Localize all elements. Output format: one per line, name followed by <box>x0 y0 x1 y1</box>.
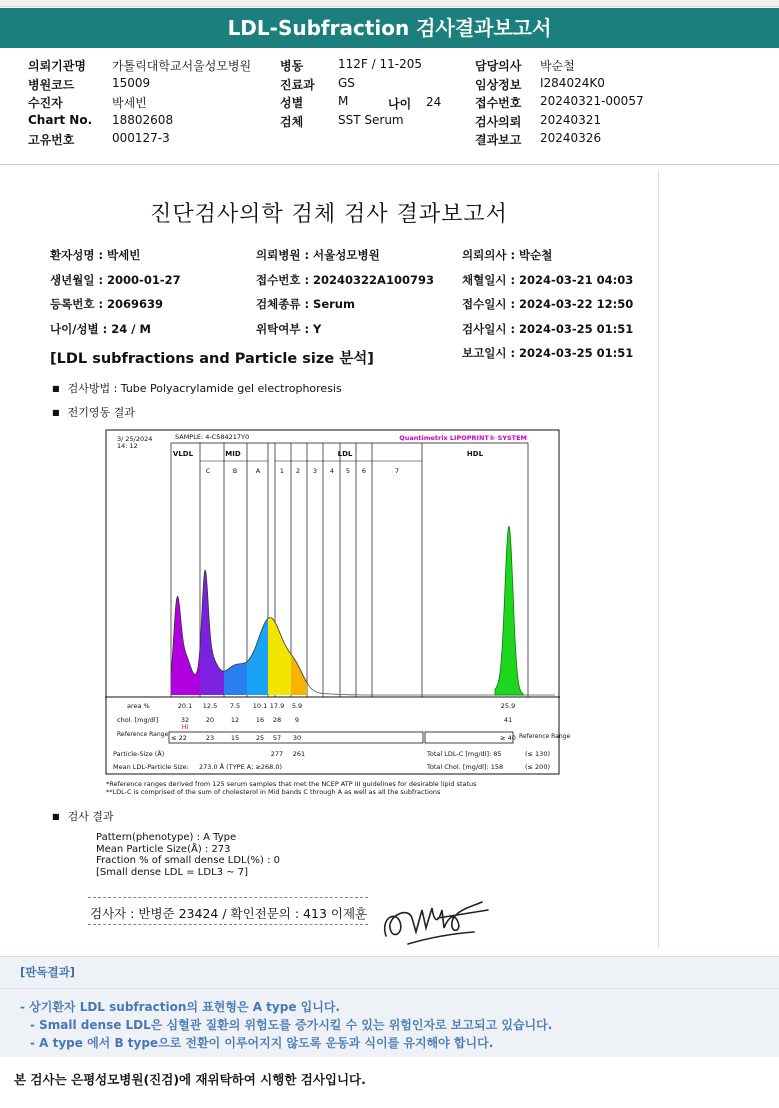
row-label-mean: Mean LDL-Particle Size: <box>113 763 189 771</box>
patient-info-item: 채혈일시 : 2024-03-21 04:03 <box>462 272 634 287</box>
chart-brand: Quantimetrix LIPOPRINT® SYSTEM <box>399 434 527 442</box>
area-value: 7.5 <box>229 702 241 710</box>
interpretation-line-1: - 상기환자 LDL subfraction의 표현형은 A type 입니다. <box>20 1000 340 1014</box>
method-text: ■ 검사방법 : Tube Polyacrylamide gel electrophoresis <box>52 380 342 396</box>
header-value: 박세빈 <box>112 96 147 110</box>
patient-info-item: 생년월일 : 2000-01-27 <box>50 272 181 287</box>
patient-info-item: 검체종류 : Serum <box>256 297 355 311</box>
header-label: 검체 <box>280 114 304 129</box>
group-label: MID <box>225 450 241 458</box>
header-value: I284024K0 <box>540 75 605 90</box>
ref-value: 23 <box>205 734 215 742</box>
chart-time: 14: 12 <box>117 442 138 450</box>
chart-sample: SAMPLE: 4-C584217Y0 <box>175 433 250 441</box>
header-value: 112F / 11-205 <box>338 57 422 71</box>
result-item: Fraction % of small dense LDL(%) : 0 <box>96 855 281 866</box>
chol-value: 20 <box>205 716 215 724</box>
band-label: 6 <box>361 467 367 475</box>
interpretation-line-3: - A type 에서 B type으로 전환이 이루어지지 않도록 운동과 식이를 유지해야 합니다. <box>30 1036 494 1050</box>
row-label-area: area % <box>127 702 150 710</box>
ref-value: 25 <box>255 734 265 742</box>
band-label: 5 <box>345 467 351 475</box>
group-label: LDL <box>337 450 353 458</box>
area-value: 12.5 <box>202 702 218 710</box>
header-value: 가톨릭대학교서울성모병원 <box>112 59 252 73</box>
particle-size-2: 261 <box>292 750 306 758</box>
band-label: A <box>255 467 261 475</box>
band-label: 3 <box>312 467 318 475</box>
header-label: 진료과 <box>280 77 315 92</box>
patient-info-item: 보고일시 : 2024-03-25 01:51 <box>462 346 634 360</box>
ref-value: 30 <box>292 734 302 742</box>
flag-hi: HI <box>181 724 189 731</box>
footer-note: 본 검사는 은평성모병원(진검)에 재위탁하여 시행한 검사입니다. <box>14 1072 366 1087</box>
total-ldl-ref: (≤ 130) <box>525 750 550 758</box>
signature-rule-bottom <box>88 924 368 925</box>
header-value: SST Serum <box>338 112 404 127</box>
header-label: 병동 <box>280 59 304 73</box>
area-value: 10.1 <box>252 702 268 710</box>
band-label: 1 <box>279 467 285 475</box>
header-label: 담당의사 <box>475 59 522 73</box>
header-label: 고유번호 <box>28 133 75 147</box>
chart-frame <box>106 430 559 774</box>
patient-info-item: 의뢰의사 : 박순철 <box>462 248 553 262</box>
chol-value: 12 <box>230 716 240 724</box>
band-label: 4 <box>329 467 335 475</box>
header-label: 검사의뢰 <box>475 114 522 129</box>
footnote-2: **LDL-C is comprised of the sum of cholesterol in Mid bands C through A as well as all the subfractions <box>106 788 441 796</box>
header-label: 임상정보 <box>475 77 522 92</box>
patient-info-item: 등록번호 : 2069639 <box>50 297 164 311</box>
header-value: 000127-3 <box>112 131 170 145</box>
area-value: 20.1 <box>177 702 193 710</box>
patient-info-item: 의뢰병원 : 서울성모병원 <box>256 248 380 262</box>
header-label: 접수번호 <box>475 96 522 110</box>
header-value: 15009 <box>112 75 151 90</box>
header-value: M <box>338 94 349 108</box>
footnote-1: *Reference ranges derived from 125 serum samples that met the NCEP ATP III guidelines for desirable lipid status <box>106 780 477 788</box>
ref-value: 15 <box>230 734 240 742</box>
patient-info-item: 검사일시 : 2024-03-25 01:51 <box>462 321 634 336</box>
signature-rule-top <box>88 897 368 898</box>
chart-date: 3/ 25/2024 <box>117 435 153 443</box>
handwritten-signature <box>378 888 498 948</box>
chol-value: 9 <box>294 716 300 724</box>
patient-info-item: 접수일시 : 2024-03-22 12:50 <box>462 297 634 311</box>
interpretation-divider <box>0 988 779 989</box>
header-divider <box>0 164 779 165</box>
top-strip <box>0 0 779 7</box>
header-value: 20240321 <box>540 112 602 127</box>
row-label-ref: Reference Range <box>117 731 169 738</box>
header-label: 수진자 <box>28 96 63 110</box>
chol-value: 41 <box>503 716 513 724</box>
patient-info-item: 나이/성별 : 24 / M <box>50 321 151 336</box>
patient-info-item: 환자성명 : 박세빈 <box>50 248 141 262</box>
electrophoresis-chart <box>105 429 571 775</box>
band-label: 2 <box>295 467 301 475</box>
ref-value: ≤ 22 <box>171 734 187 742</box>
report-subtitle: [LDL subfractions and Particle size 분석] <box>50 351 374 367</box>
chol-value: 16 <box>255 716 265 724</box>
ref-value: 57 <box>272 734 282 742</box>
header-value: GS <box>338 75 355 90</box>
particle-size-1: 277 <box>270 750 284 758</box>
result-item: [Small dense LDL = LDL3 ~ 7] <box>96 866 249 878</box>
header-label: 의뢰기관명 <box>28 59 86 73</box>
area-value: 5.9 <box>291 702 303 710</box>
band-label: C <box>205 467 211 475</box>
age-value: 24 <box>426 95 442 109</box>
ref-value: ≥ 40 <box>500 734 516 742</box>
chol-value: 28 <box>272 716 282 724</box>
chol-value: 32 <box>180 716 190 724</box>
signature-line: 검사자 : 반병준 23424 / 확인전문의 : 413 이제훈 <box>90 906 368 921</box>
band-label: B <box>232 467 238 475</box>
interpretation-line-2: - Small dense LDL은 심혈관 질환의 위험도를 증가시킬 수 있는 위험인자로 보고되고 있습니다. <box>30 1018 553 1032</box>
interpretation-title: [판독결과] <box>20 965 75 979</box>
header-label: Chart No. <box>28 112 93 127</box>
area-value: 17.9 <box>269 702 285 710</box>
mean-particle-size: 273.0 Å (TYPE A; ≥268.0) <box>199 763 283 771</box>
header-label: 결과보고 <box>475 133 522 147</box>
row-label-particle: Particle-Size (Å) <box>113 750 165 758</box>
result-heading: ■ 검사 결과 <box>52 808 114 824</box>
total-chol: Total Chol. [mg/dl]: 158 <box>427 763 504 771</box>
header-label: 병원코드 <box>28 77 75 92</box>
result-item: Mean Particle Size(Å) : 273 <box>96 843 231 855</box>
header-value: 18802608 <box>112 112 174 127</box>
area-value: 25.9 <box>500 702 516 710</box>
total-chol-ref: (≤ 200) <box>525 763 550 771</box>
electrophoresis-heading: ■ 전기영동 결과 <box>52 404 135 420</box>
right-ref-label: Reference Range <box>519 733 571 740</box>
header-value: 박순철 <box>540 59 575 73</box>
patient-info-item: 위탁여부 : Y <box>256 321 322 336</box>
group-label: HDL <box>466 450 484 458</box>
age-label: 나이 <box>388 97 412 111</box>
result-item: Pattern(phenotype) : A Type <box>96 832 237 843</box>
band-label: 7 <box>394 467 400 475</box>
total-ldl: Total LDL-C [mg/dl]: 85 <box>427 750 502 758</box>
page-title: LDL-Subfraction 검사결과보고서 <box>0 8 779 48</box>
report-title: 진단검사의학 검체 검사 결과보고서 <box>150 202 508 227</box>
header-value: 20240326 <box>540 131 602 145</box>
row-label-chol: chol. [mg/dl] <box>117 716 159 724</box>
header-value: 20240321-00057 <box>540 94 644 108</box>
header-label: 성별 <box>280 96 304 110</box>
group-label: VLDL <box>172 450 194 458</box>
patient-info-item: 접수번호 : 20240322A100793 <box>256 272 434 287</box>
